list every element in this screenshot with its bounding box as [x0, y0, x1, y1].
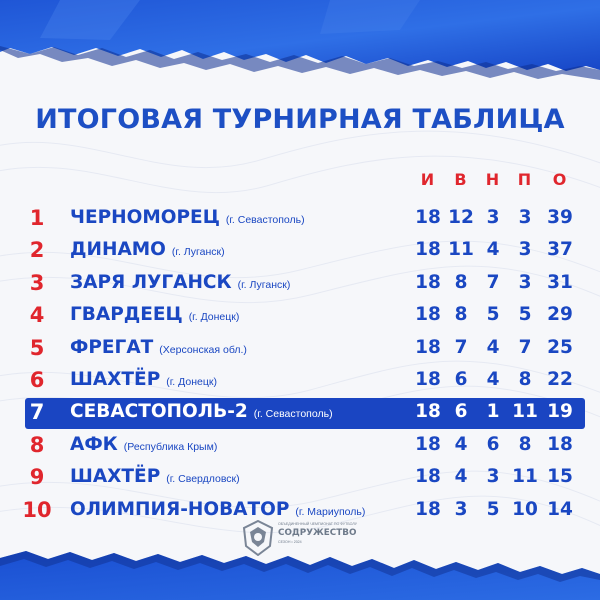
stat-played: 18: [415, 207, 441, 228]
logo-season: СЕЗОН • 2024: [278, 540, 302, 544]
stat-drawn: 7: [486, 271, 500, 293]
ball-shield-icon: [242, 520, 274, 556]
team-name: ФРЕГАТ: [70, 336, 154, 358]
stat-points: 19: [547, 401, 573, 423]
stat-played: 18: [415, 239, 441, 261]
team-city: (г. Севастополь): [253, 408, 333, 421]
team-cell: [70, 430, 217, 462]
stat-played: 18: [415, 433, 441, 455]
stat-won: 8: [454, 271, 468, 293]
stat-played: 18: [415, 304, 441, 326]
stat-played: 18: [415, 466, 441, 488]
league-logo: [242, 520, 372, 560]
stat-played: 18: [415, 336, 441, 358]
team-cell: [70, 203, 305, 235]
column-header-won: В: [454, 170, 468, 189]
logo-name: СОДРУЖЕСТВО: [278, 528, 357, 538]
team-name: ЗАРЯ ЛУГАНСК: [70, 271, 232, 293]
stat-won: 6: [454, 401, 468, 423]
stat-points: 18: [547, 433, 573, 455]
stat-lost: 3: [518, 239, 532, 261]
stat-played: 18: [415, 369, 441, 390]
stat-won: 6: [454, 369, 468, 390]
position: 7: [29, 400, 45, 425]
team-name: ДИНАМО: [70, 239, 166, 261]
stat-drawn: 5: [486, 304, 500, 326]
column-header-lost: П: [517, 170, 533, 189]
column-headers: [0, 170, 600, 192]
table-row: [0, 300, 600, 330]
stat-drawn: 3: [486, 207, 500, 228]
team-cell: [70, 268, 290, 300]
stat-won: 11: [448, 239, 474, 261]
stat-lost: 5: [518, 304, 532, 326]
position: 2: [29, 238, 45, 263]
stat-points: 14: [547, 498, 573, 520]
column-header-drawn: Н: [485, 170, 501, 189]
team-name: ОЛИМПИЯ-НОВАТОР: [70, 498, 290, 520]
table-row: [0, 333, 600, 363]
logo-subtitle: ОБЪЕДИНЕННЫЙ ЧЕМПИОНАТ ПО ФУТБОЛУ: [278, 522, 358, 526]
stat-played: 18: [415, 271, 441, 293]
table-row: [0, 462, 600, 492]
team-cell: [70, 300, 239, 332]
stat-drawn: 6: [486, 433, 500, 455]
stat-drawn: 4: [486, 369, 500, 390]
stat-points: 15: [547, 466, 573, 488]
team-city: (г. Донецк): [166, 376, 217, 388]
team-name: ШАХТЁР: [70, 466, 161, 488]
position: 6: [29, 368, 45, 392]
stat-won: 8: [454, 304, 468, 326]
position: 9: [29, 465, 45, 490]
table-row: [0, 235, 600, 265]
stat-drawn: 1: [486, 401, 500, 423]
stat-won: 12: [448, 207, 474, 228]
stat-lost: 8: [518, 433, 532, 455]
team-city: (г. Луганск): [171, 246, 225, 259]
team-city: (г. Севастополь): [225, 214, 305, 226]
stat-played: 18: [415, 401, 441, 423]
stat-points: 37: [547, 239, 573, 261]
position: 8: [29, 432, 45, 457]
stat-lost: 10: [512, 498, 538, 520]
team-name: СЕВАСТОПОЛЬ-2: [70, 401, 248, 423]
stat-drawn: 4: [486, 336, 500, 358]
team-name: ЧЕРНОМОРЕЦ: [70, 207, 220, 228]
stat-played: 18: [415, 498, 441, 520]
stat-won: 4: [454, 466, 468, 488]
team-city: (Херсонская обл.): [159, 343, 247, 356]
position: 4: [29, 303, 45, 328]
stat-drawn: 4: [486, 239, 500, 261]
team-name: ГВАРДЕЕЦ: [70, 304, 183, 326]
position: 10: [22, 497, 52, 522]
team-cell: [70, 462, 240, 494]
logo-text: [278, 522, 398, 544]
table-row: [0, 430, 600, 460]
stat-lost: 11: [512, 466, 538, 488]
stat-points: 39: [547, 207, 573, 228]
table-row: [0, 268, 600, 298]
stat-lost: 7: [518, 336, 532, 358]
position: 5: [29, 335, 45, 360]
position: 3: [29, 270, 45, 295]
table-row: [0, 397, 600, 427]
stat-lost: 8: [518, 369, 532, 390]
team-cell: [70, 365, 217, 397]
stat-won: 4: [454, 433, 468, 455]
stat-points: 29: [547, 304, 573, 326]
stat-points: 31: [547, 271, 573, 293]
stat-lost: 3: [518, 207, 532, 228]
team-name: АФК: [70, 433, 118, 455]
stat-lost: 3: [518, 271, 532, 293]
team-city: (г. Луганск): [237, 278, 291, 291]
team-city: (г. Донецк): [188, 311, 240, 324]
team-cell: [70, 333, 247, 365]
column-header-played: И: [420, 170, 436, 189]
team-cell: [70, 397, 333, 429]
stat-drawn: 3: [486, 466, 500, 488]
stat-drawn: 5: [486, 498, 500, 520]
page-title: ИТОГОВАЯ ТУРНИРНАЯ ТАБЛИЦА: [35, 104, 565, 135]
stat-points: 22: [547, 369, 573, 390]
stat-lost: 11: [512, 401, 538, 423]
team-city: (г. Свердловск): [166, 473, 240, 486]
team-city: (Республика Крым): [123, 440, 218, 453]
table-row: [0, 203, 600, 233]
stat-points: 25: [547, 336, 573, 358]
team-city: (г. Мариуполь): [295, 505, 366, 518]
position: 1: [29, 206, 45, 230]
team-cell: [70, 235, 225, 267]
column-header-points: О: [552, 170, 568, 189]
table-row: [0, 365, 600, 395]
stat-won: 7: [454, 336, 468, 358]
team-name: ШАХТЁР: [70, 369, 161, 390]
stat-won: 3: [454, 498, 468, 520]
